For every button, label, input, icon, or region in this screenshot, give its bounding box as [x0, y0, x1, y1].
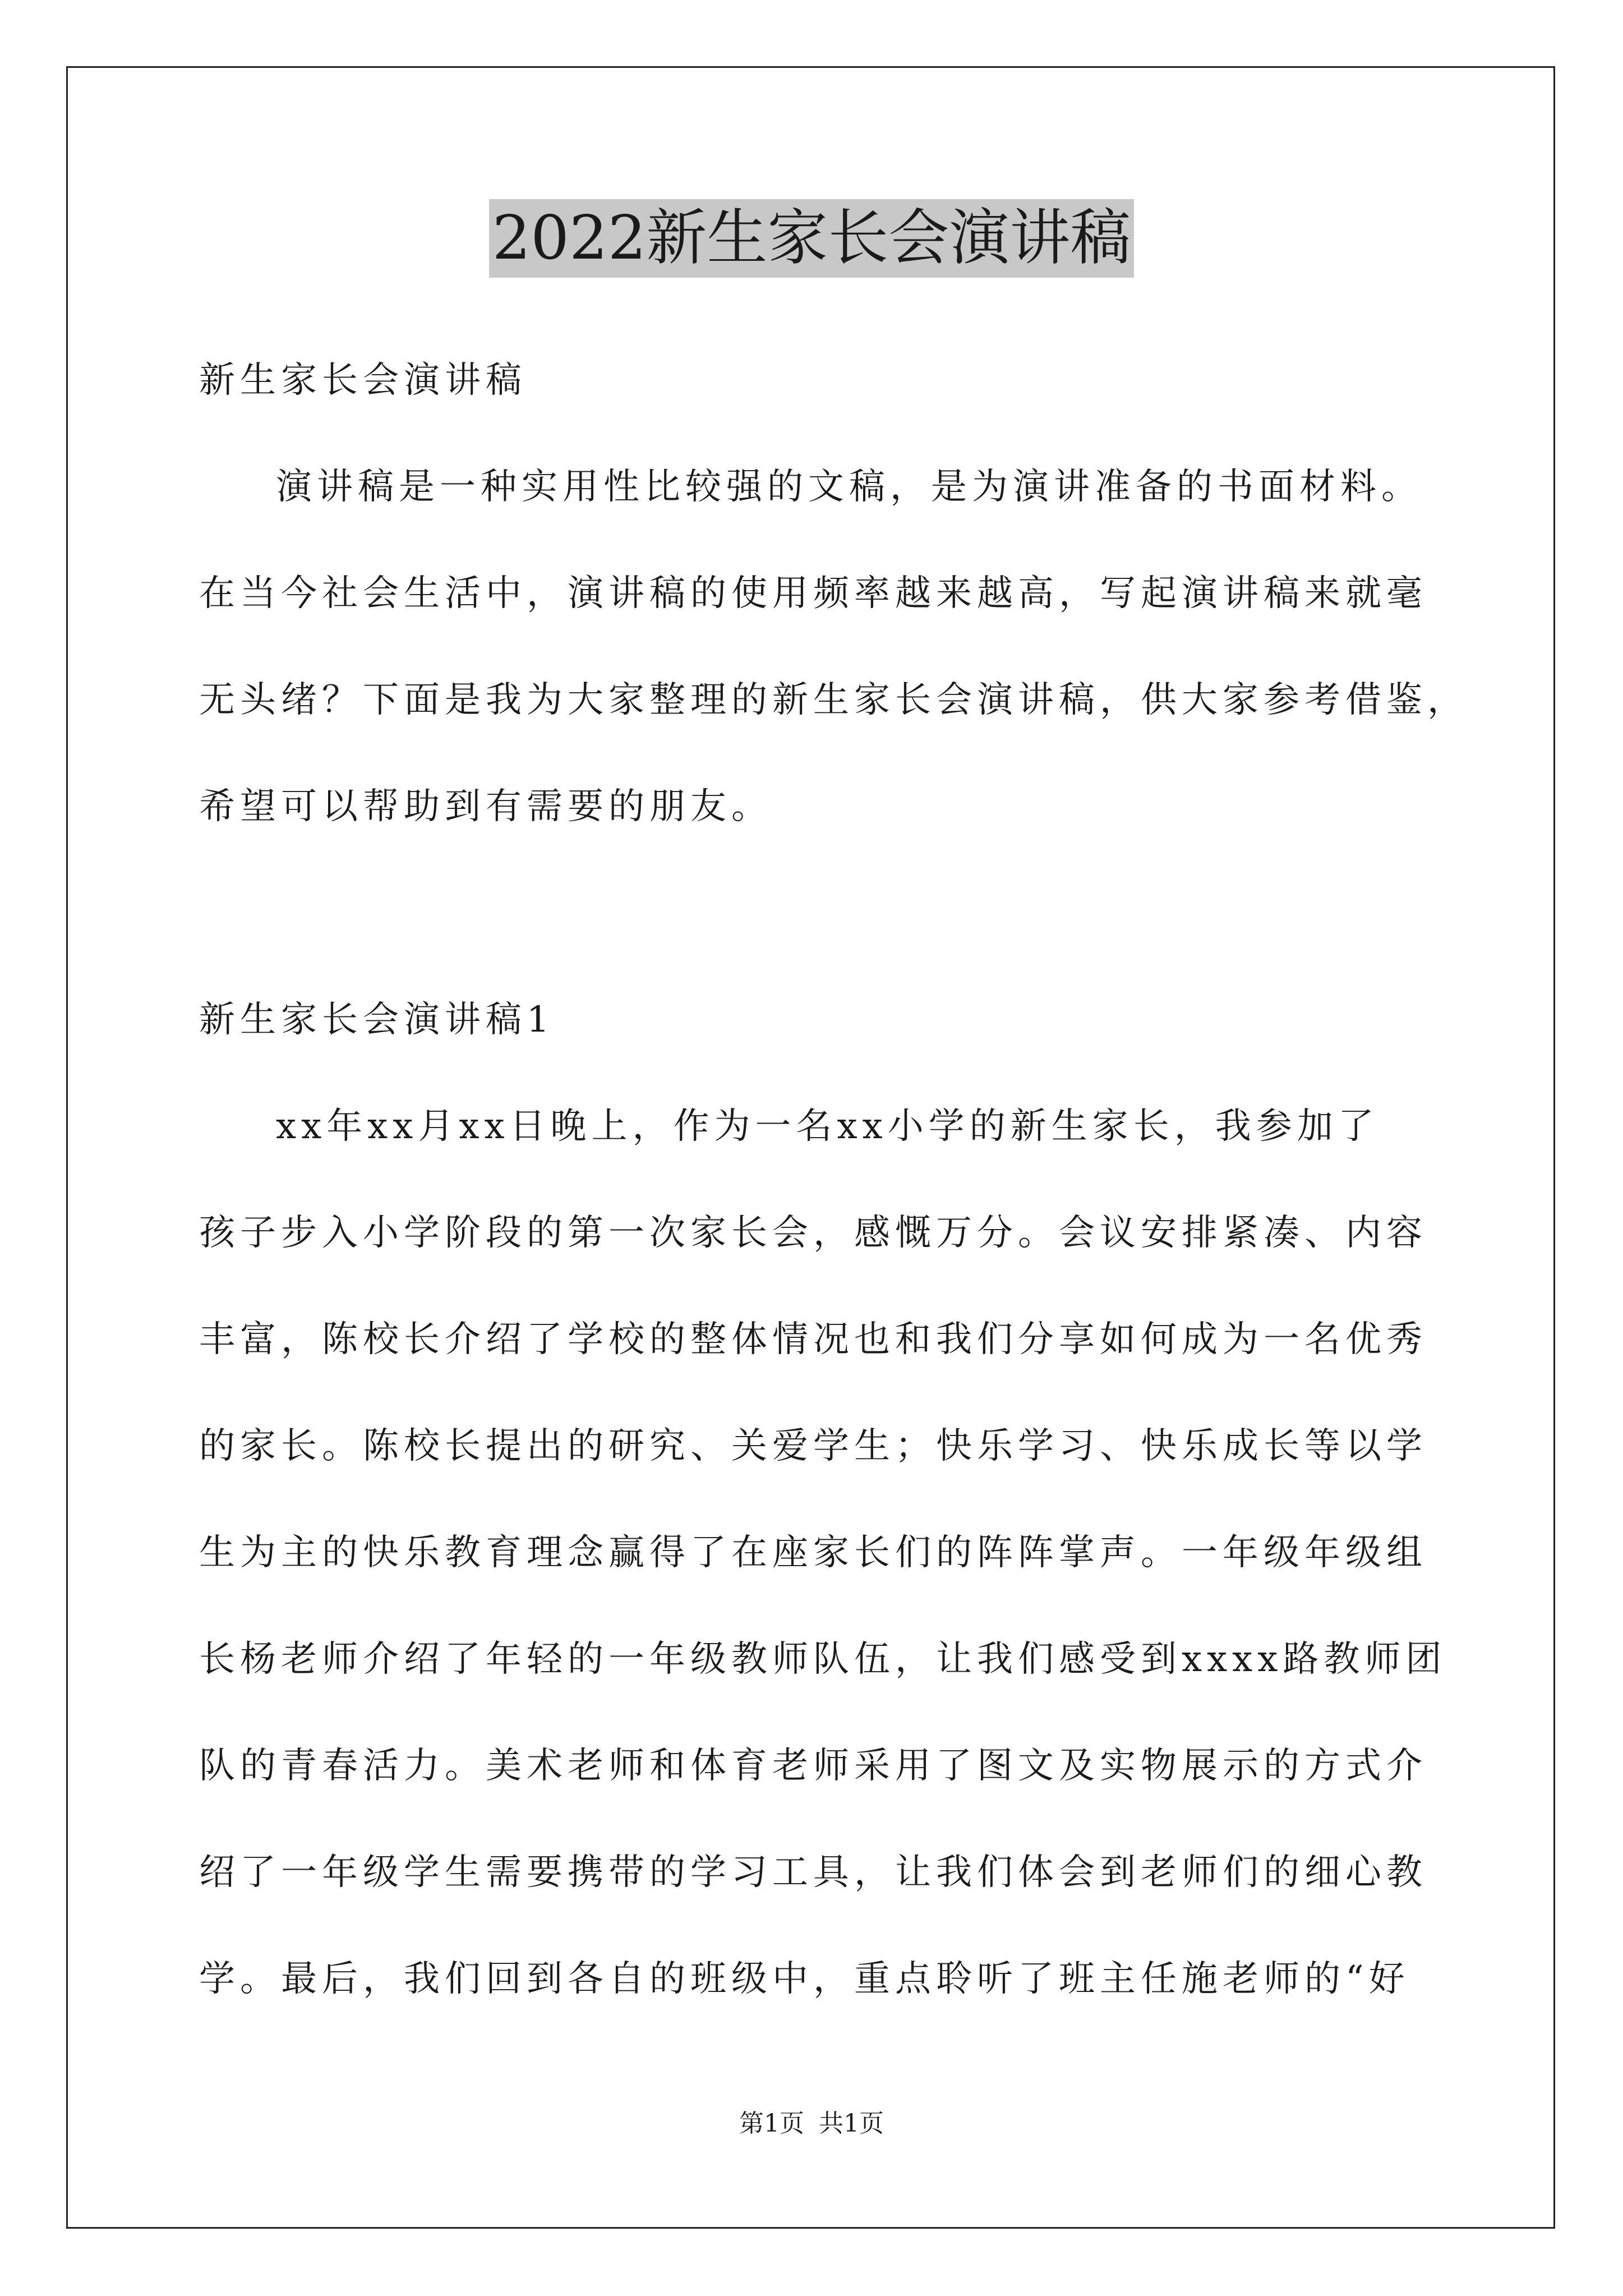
- paragraph-line: 在当今社会生活中，演讲稿的使用频率越来越高，写起演讲稿来就毫: [199, 573, 1427, 614]
- paragraph-line: 绍了一年级学生需要携带的学习工具，让我们体会到老师们的细心教: [199, 1852, 1427, 1893]
- section-heading: 新生家长会演讲稿1: [199, 999, 555, 1041]
- document-title: 2022新生家长会演讲稿: [489, 199, 1135, 278]
- section-heading: 新生家长会演讲稿: [199, 360, 527, 401]
- page-total: 共1页: [819, 2109, 884, 2138]
- paragraph-line: 队的青春活力。美术老师和体育老师采用了图文及实物展示的方式介: [199, 1745, 1427, 1787]
- paragraph-line: 演讲稿是一种实用性比较强的文稿，是为演讲准备的书面材料。: [276, 466, 1422, 508]
- paragraph-line: 学。最后，我们回到各自的班级中，重点聆听了班主任施老师的“好: [199, 1958, 1410, 2000]
- paragraph-line: 无头绪？下面是我为大家整理的新生家长会演讲稿，供大家参考借鉴，: [199, 679, 1468, 721]
- paragraph-line: 孩子步入小学阶段的第一次家长会，感慨万分。会议安排紧凑、内容: [199, 1212, 1427, 1254]
- paragraph-line: 生为主的快乐教育理念赢得了在座家长们的阵阵掌声。一年级年级组: [199, 1532, 1427, 1573]
- title-container: [0, 199, 1623, 278]
- paragraph-line: xx年xx月xx日晚上，作为一名xx小学的新生家长，我参加了: [276, 1106, 1379, 1147]
- paragraph-line: 的家长。陈校长提出的研究、关爱学生；快乐学习、快乐成长等以学: [199, 1425, 1427, 1467]
- paragraph-line: 长杨老师介绍了年轻的一年级教师队伍，让我们感受到xxxx路教师团: [199, 1639, 1447, 1680]
- paragraph-line: 希望可以帮助到有需要的朋友。: [199, 786, 772, 827]
- paragraph-line: 丰富，陈校长介绍了学校的整体情况也和我们分享如何成为一名优秀: [199, 1319, 1427, 1360]
- page-number: 第1页: [739, 2109, 804, 2138]
- page-footer: [0, 2107, 1623, 2141]
